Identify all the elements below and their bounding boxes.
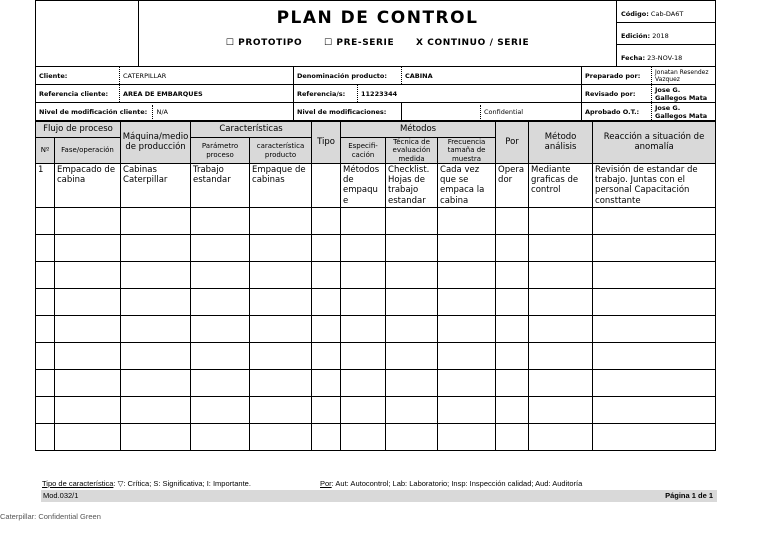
empty-cell[interactable] bbox=[36, 396, 55, 423]
empty-cell[interactable] bbox=[55, 342, 121, 369]
header-tecnica: Técnica de evaluación medida bbox=[386, 138, 438, 164]
header-fase: Fase/operación bbox=[55, 138, 121, 164]
empty-cell[interactable] bbox=[250, 288, 312, 315]
empty-table-row bbox=[36, 207, 716, 234]
header-flujo: Flujo de proceso bbox=[36, 122, 121, 138]
empty-cell[interactable] bbox=[312, 261, 341, 288]
empty-cell[interactable] bbox=[121, 261, 191, 288]
empty-cell[interactable] bbox=[312, 234, 341, 261]
empty-cell[interactable] bbox=[593, 342, 716, 369]
empty-cell[interactable] bbox=[529, 234, 593, 261]
empty-cell[interactable] bbox=[593, 396, 716, 423]
empty-cell[interactable] bbox=[438, 423, 496, 450]
confidential-label: Caterpillar: Confidential Green bbox=[0, 512, 101, 521]
cliente-label: Cliente: bbox=[36, 67, 120, 85]
refcliente-label: Referencia cliente: bbox=[36, 85, 120, 103]
empty-cell[interactable] bbox=[312, 288, 341, 315]
footer-por-label: Por bbox=[320, 479, 332, 488]
empty-cell[interactable] bbox=[55, 288, 121, 315]
empty-cell[interactable] bbox=[250, 261, 312, 288]
edicion-value: 2018 bbox=[652, 31, 669, 40]
preparado-value: Jonatan Resendez Vazquez bbox=[652, 67, 716, 85]
empty-cell[interactable] bbox=[593, 234, 716, 261]
nivelcliente-label: Nivel de modificación cliente: bbox=[39, 107, 148, 116]
info-table bbox=[35, 67, 716, 121]
empty-cell[interactable] bbox=[529, 288, 593, 315]
header-frecuencia: Frecuencia tamaña de muestra bbox=[438, 138, 496, 164]
codigo-value: Cab-DA6T bbox=[650, 9, 684, 18]
empty-cell[interactable] bbox=[55, 234, 121, 261]
empty-cell[interactable] bbox=[250, 234, 312, 261]
empty-cell[interactable] bbox=[496, 315, 529, 342]
empty-cell[interactable] bbox=[121, 207, 191, 234]
empty-cell[interactable] bbox=[386, 261, 438, 288]
preparado-label: Preparado por: bbox=[582, 67, 652, 85]
fecha-cell: Fecha: 23-NOV-18 bbox=[617, 45, 716, 67]
header-tipo: Tipo bbox=[312, 122, 341, 164]
empty-cell[interactable] bbox=[341, 234, 386, 261]
empty-table-row bbox=[36, 423, 716, 450]
header-parametro: Parámetro proceso bbox=[191, 138, 250, 164]
empty-cell[interactable] bbox=[36, 369, 55, 396]
empty-cell[interactable] bbox=[438, 315, 496, 342]
empty-cell[interactable] bbox=[341, 396, 386, 423]
empty-cell[interactable] bbox=[529, 207, 593, 234]
codigo-cell: Código: Cab-DA6T bbox=[617, 1, 716, 23]
cell-no[interactable]: 1 bbox=[36, 164, 55, 208]
empty-cell[interactable] bbox=[341, 207, 386, 234]
empty-cell[interactable] bbox=[191, 369, 250, 396]
empty-cell[interactable] bbox=[36, 288, 55, 315]
empty-table-row bbox=[36, 315, 716, 342]
empty-cell[interactable] bbox=[593, 207, 716, 234]
page-title: PLAN DE CONTROL bbox=[276, 8, 479, 28]
empty-rows bbox=[36, 207, 716, 450]
empty-cell[interactable] bbox=[191, 423, 250, 450]
empty-cell[interactable] bbox=[36, 234, 55, 261]
empty-table-row bbox=[36, 261, 716, 288]
empty-cell[interactable] bbox=[341, 315, 386, 342]
table-row bbox=[36, 164, 716, 208]
empty-cell[interactable] bbox=[312, 396, 341, 423]
page-number: Página 1 de 1 bbox=[665, 491, 713, 500]
empty-cell[interactable] bbox=[250, 369, 312, 396]
empty-table-row bbox=[36, 288, 716, 315]
nivelmod-label: Nivel de modificaciones: bbox=[294, 103, 402, 121]
cell-tecnica[interactable]: Checklist. Hojas de trabajo estandar bbox=[386, 164, 438, 208]
header-no: Nº bbox=[36, 138, 55, 164]
empty-cell[interactable] bbox=[312, 342, 341, 369]
empty-cell[interactable] bbox=[121, 234, 191, 261]
referencia-value: 11223344 bbox=[358, 85, 582, 103]
header-metodos: Métodos bbox=[341, 122, 496, 138]
empty-cell[interactable] bbox=[55, 423, 121, 450]
cell-metodo-analisis[interactable]: Mediante graficas de control bbox=[529, 164, 593, 208]
nivelmod-value: Confidential bbox=[480, 105, 523, 119]
empty-cell[interactable] bbox=[496, 342, 529, 369]
header-reaccion: Reacción a situación de anomalía bbox=[593, 122, 716, 164]
empty-cell[interactable] bbox=[386, 423, 438, 450]
empty-cell[interactable] bbox=[438, 234, 496, 261]
empty-cell[interactable] bbox=[529, 423, 593, 450]
header-table bbox=[35, 0, 716, 67]
empty-cell[interactable] bbox=[121, 288, 191, 315]
aprobado-value: Jose G. Gallegos Mata bbox=[652, 103, 716, 121]
footer-tipo-caracteristica bbox=[42, 479, 251, 488]
empty-cell[interactable] bbox=[191, 234, 250, 261]
empty-cell[interactable] bbox=[121, 423, 191, 450]
empty-cell[interactable] bbox=[496, 288, 529, 315]
empty-cell[interactable] bbox=[55, 207, 121, 234]
nivelmod-cell bbox=[402, 103, 582, 121]
control-table bbox=[35, 121, 716, 451]
footer-por bbox=[320, 479, 582, 488]
title-cell bbox=[139, 1, 617, 67]
referencia-label: Referencia/s: bbox=[294, 85, 358, 103]
empty-cell[interactable] bbox=[386, 288, 438, 315]
option-pre-serie[interactable]: ☐ PRE-SERIE bbox=[323, 38, 395, 48]
empty-cell[interactable] bbox=[496, 369, 529, 396]
empty-cell[interactable] bbox=[312, 423, 341, 450]
empty-cell[interactable] bbox=[312, 369, 341, 396]
empty-cell[interactable] bbox=[529, 315, 593, 342]
empty-cell[interactable] bbox=[496, 261, 529, 288]
cell-maquina[interactable]: Cabinas Caterpillar bbox=[121, 164, 191, 208]
control-plan-sheet bbox=[35, 0, 715, 451]
revisado-value: Jose G. Gallegos Mata bbox=[652, 85, 716, 103]
empty-cell[interactable] bbox=[250, 423, 312, 450]
header-metodo-analisis: Método análisis bbox=[529, 122, 593, 164]
header-caracteristicas: Características bbox=[191, 122, 312, 138]
empty-cell[interactable] bbox=[55, 315, 121, 342]
empty-cell[interactable] bbox=[312, 207, 341, 234]
empty-cell[interactable] bbox=[496, 234, 529, 261]
empty-cell[interactable] bbox=[496, 423, 529, 450]
empty-cell[interactable] bbox=[341, 342, 386, 369]
empty-table-row bbox=[36, 342, 716, 369]
empty-cell[interactable] bbox=[341, 423, 386, 450]
empty-cell[interactable] bbox=[496, 207, 529, 234]
refcliente-value: AREA DE EMBARQUES bbox=[120, 85, 294, 103]
empty-cell[interactable] bbox=[36, 342, 55, 369]
empty-cell[interactable] bbox=[593, 261, 716, 288]
cell-especificacion[interactable]: Métodos de empaqu e bbox=[341, 164, 386, 208]
empty-cell[interactable] bbox=[121, 369, 191, 396]
header-maquina: Máquina/medio de producción bbox=[121, 122, 191, 164]
empty-cell[interactable] bbox=[593, 288, 716, 315]
empty-cell[interactable] bbox=[529, 342, 593, 369]
cell-tipo[interactable] bbox=[312, 164, 341, 208]
footer-tipo-label: Tipo de característica bbox=[42, 479, 114, 488]
footer-por-text: : Aut: Autocontrol; Lab: Laboratorio; Insp: Inspección calidad; Aud: Auditoría bbox=[331, 479, 583, 488]
empty-cell[interactable] bbox=[386, 369, 438, 396]
empty-cell[interactable] bbox=[121, 342, 191, 369]
footer-tipo-text: : ▽: Crítica; S: Significativa; I: Importante. bbox=[113, 479, 251, 488]
empty-cell[interactable] bbox=[593, 315, 716, 342]
nivelcliente-value: N/A bbox=[152, 105, 168, 119]
empty-cell[interactable] bbox=[36, 207, 55, 234]
empty-cell[interactable] bbox=[121, 315, 191, 342]
header-por: Por bbox=[496, 122, 529, 164]
empty-cell[interactable] bbox=[386, 342, 438, 369]
empty-cell[interactable] bbox=[55, 369, 121, 396]
empty-cell[interactable] bbox=[36, 423, 55, 450]
empty-cell[interactable] bbox=[386, 234, 438, 261]
denominacion-value: CABINA bbox=[402, 67, 582, 85]
empty-cell[interactable] bbox=[438, 288, 496, 315]
production-options bbox=[139, 28, 616, 52]
empty-cell[interactable] bbox=[191, 207, 250, 234]
form-code: Mod.032/1 bbox=[43, 491, 79, 500]
empty-cell[interactable] bbox=[529, 396, 593, 423]
empty-cell[interactable] bbox=[121, 396, 191, 423]
empty-cell[interactable] bbox=[312, 315, 341, 342]
cell-frecuencia[interactable]: Cada vez que se empaca la cabina bbox=[438, 164, 496, 208]
empty-cell[interactable] bbox=[386, 396, 438, 423]
empty-cell[interactable] bbox=[438, 207, 496, 234]
empty-cell[interactable] bbox=[529, 261, 593, 288]
empty-cell[interactable] bbox=[438, 342, 496, 369]
empty-cell[interactable] bbox=[250, 207, 312, 234]
empty-cell[interactable] bbox=[191, 342, 250, 369]
empty-cell[interactable] bbox=[386, 207, 438, 234]
empty-cell[interactable] bbox=[250, 396, 312, 423]
cell-reaccion[interactable]: Revisión de estandar de trabajo. Juntas con el personal Capacitación consttante bbox=[593, 164, 716, 208]
aprobado-label: Aprobado O.T.: bbox=[582, 103, 652, 121]
empty-table-row bbox=[36, 396, 716, 423]
logo-area bbox=[36, 1, 139, 67]
empty-cell[interactable] bbox=[55, 261, 121, 288]
empty-cell[interactable] bbox=[496, 396, 529, 423]
empty-cell[interactable] bbox=[341, 369, 386, 396]
empty-cell[interactable] bbox=[438, 396, 496, 423]
empty-cell[interactable] bbox=[36, 261, 55, 288]
empty-cell[interactable] bbox=[191, 315, 250, 342]
empty-cell[interactable] bbox=[593, 369, 716, 396]
header-caracteristica-producto: característica producto bbox=[250, 138, 312, 164]
empty-cell[interactable] bbox=[386, 315, 438, 342]
empty-cell[interactable] bbox=[341, 288, 386, 315]
empty-table-row bbox=[36, 369, 716, 396]
cell-parametro[interactable]: Trabajo estandar bbox=[191, 164, 250, 208]
empty-table-row bbox=[36, 234, 716, 261]
empty-cell[interactable] bbox=[438, 261, 496, 288]
empty-cell[interactable] bbox=[250, 342, 312, 369]
empty-cell[interactable] bbox=[191, 288, 250, 315]
cell-fase[interactable]: Empacado de cabina bbox=[55, 164, 121, 208]
revisado-label: Revisado por: bbox=[582, 85, 652, 103]
empty-cell[interactable] bbox=[55, 396, 121, 423]
empty-cell[interactable] bbox=[341, 261, 386, 288]
empty-cell[interactable] bbox=[191, 396, 250, 423]
option-prototipo[interactable]: ☐ PROTOTIPO bbox=[225, 38, 303, 48]
empty-cell[interactable] bbox=[250, 315, 312, 342]
denominacion-label: Denominación producto: bbox=[294, 67, 402, 85]
option-continuo-serie[interactable]: X CONTINUO / SERIE bbox=[416, 38, 530, 48]
empty-cell[interactable] bbox=[191, 261, 250, 288]
edicion-cell: Edición: 2018 bbox=[617, 23, 716, 45]
cell-por[interactable]: Opera dor bbox=[496, 164, 529, 208]
nivelcliente-cell bbox=[36, 103, 294, 121]
fecha-value: 23-NOV-18 bbox=[647, 53, 683, 62]
cliente-value: CATERPILLAR bbox=[120, 67, 294, 85]
empty-cell[interactable] bbox=[36, 315, 55, 342]
header-especificacion: Especifi-cación bbox=[341, 138, 386, 164]
footer-bar bbox=[41, 490, 717, 502]
empty-cell[interactable] bbox=[438, 369, 496, 396]
empty-cell[interactable] bbox=[529, 369, 593, 396]
empty-cell[interactable] bbox=[593, 423, 716, 450]
cell-caracteristica[interactable]: Empaque de cabinas bbox=[250, 164, 312, 208]
